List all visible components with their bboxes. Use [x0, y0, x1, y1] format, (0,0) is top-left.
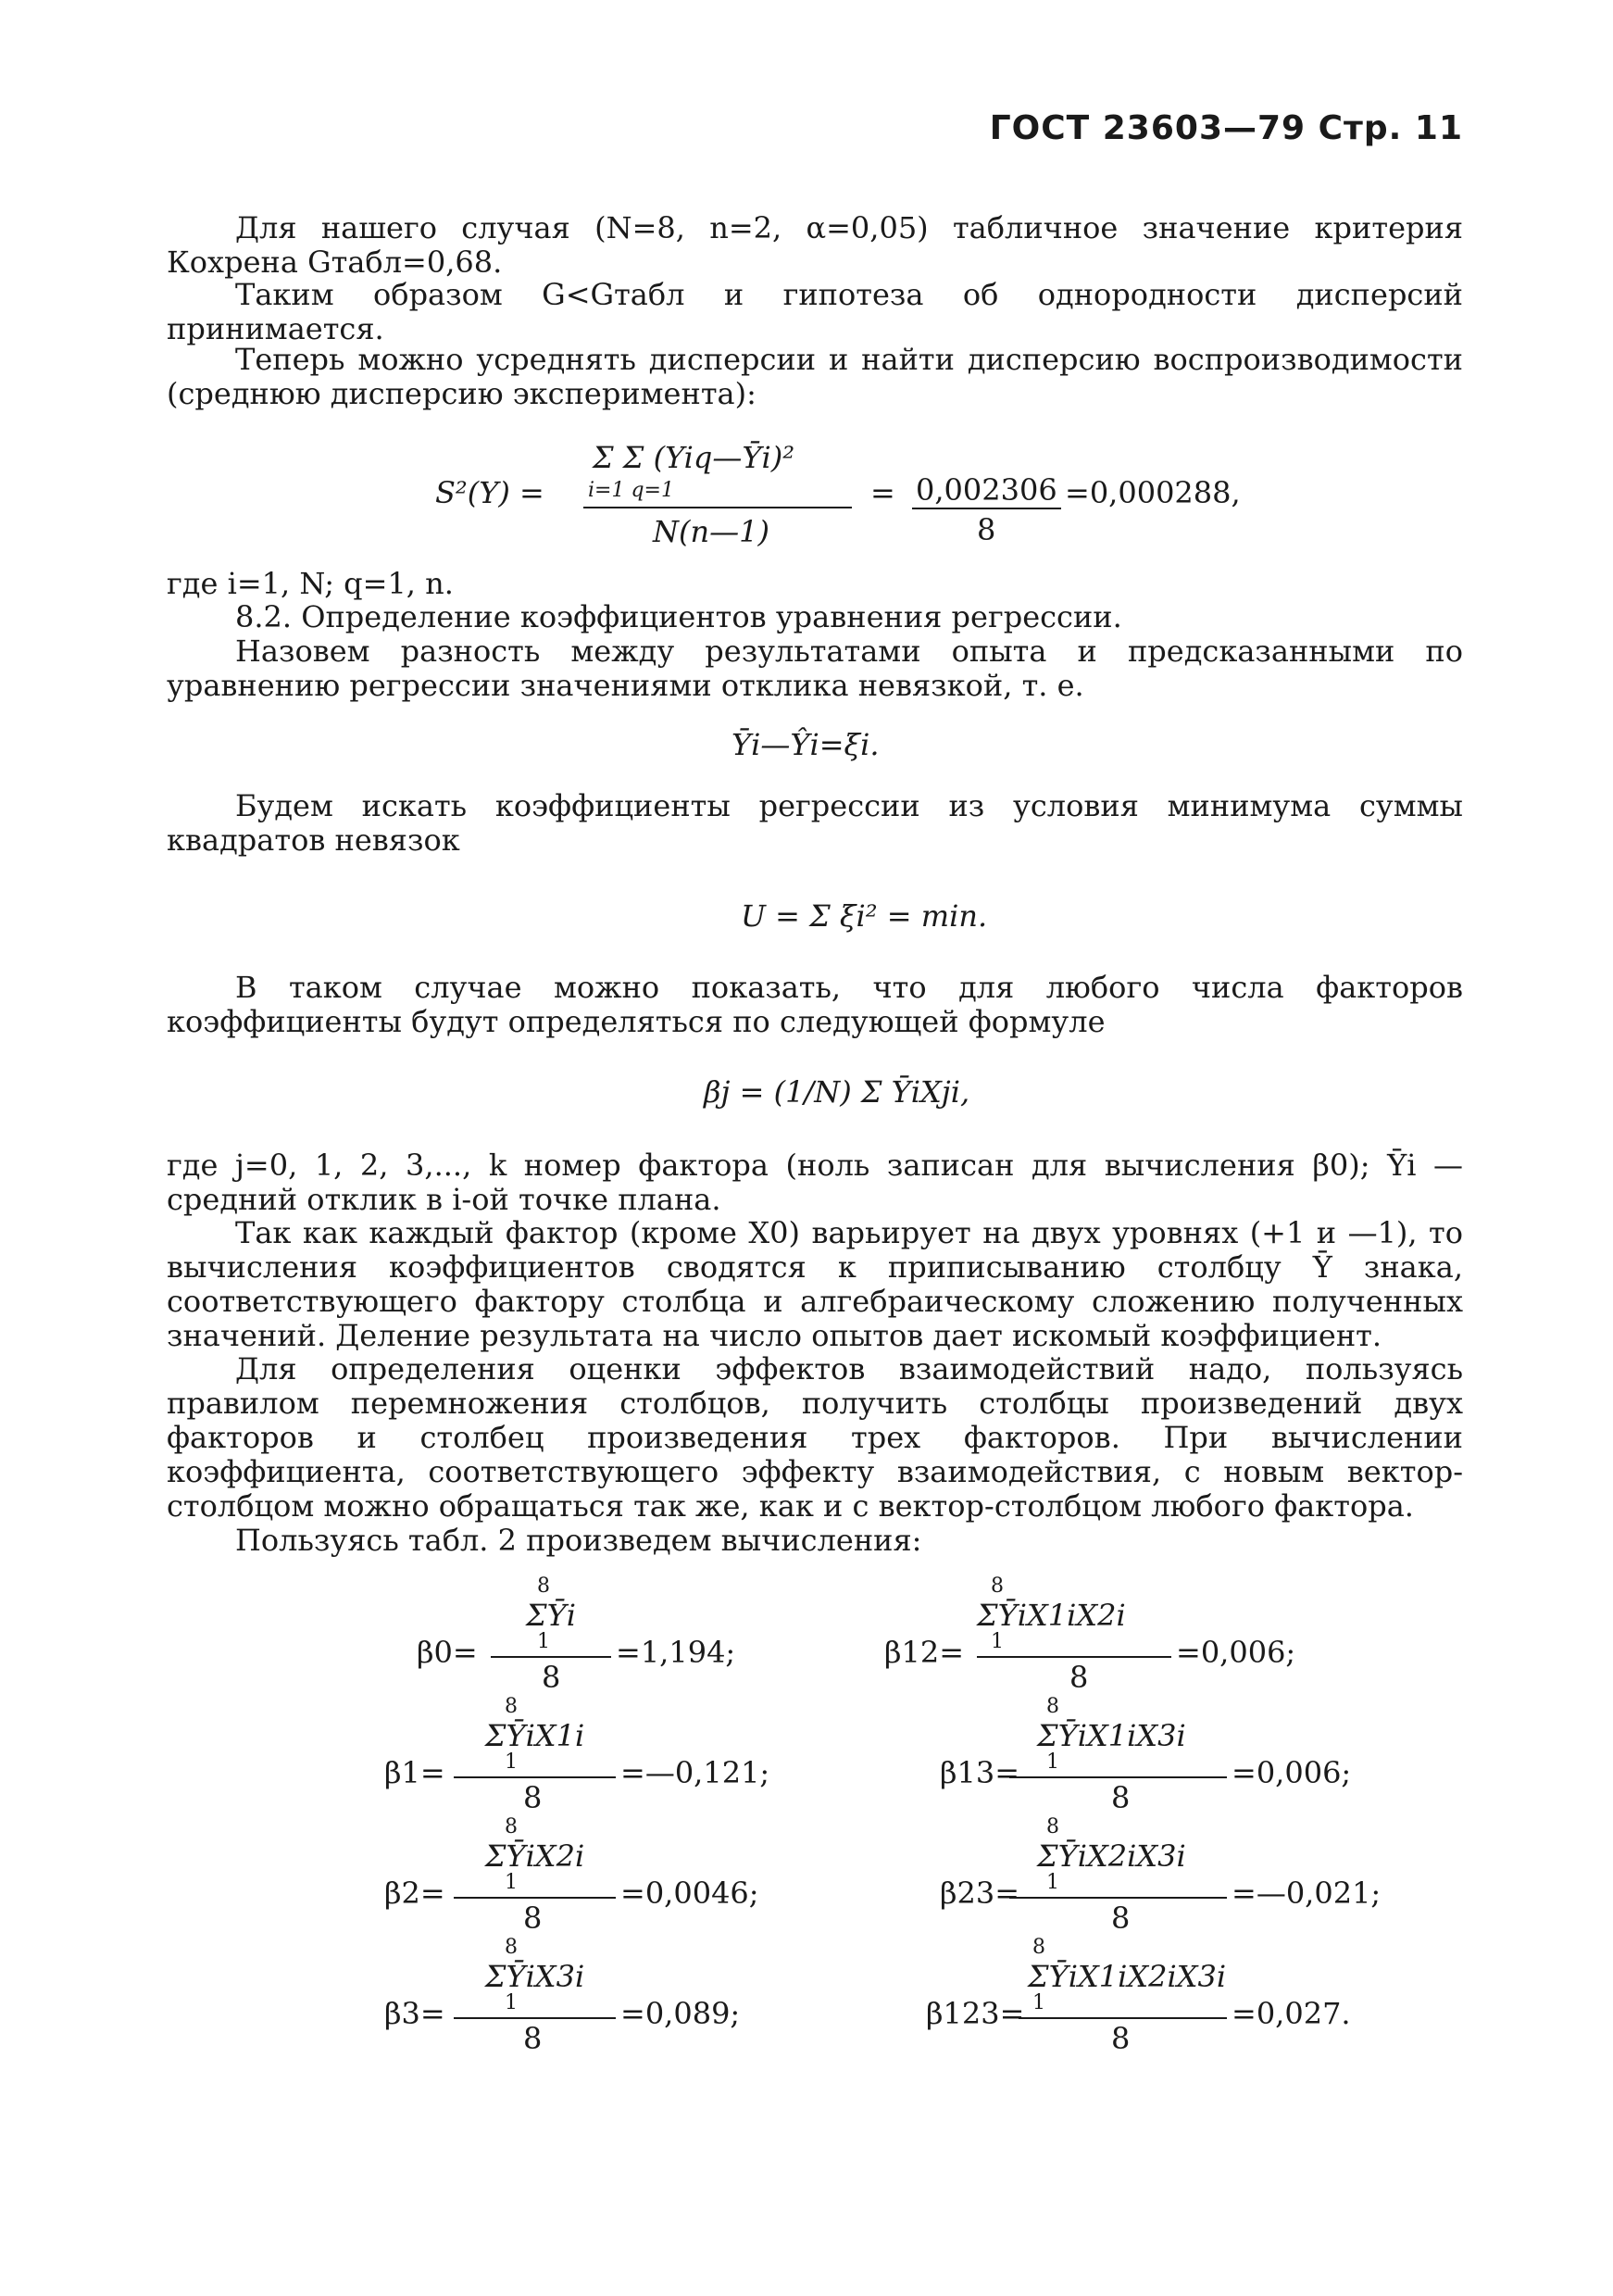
beta-denominator: 8 — [523, 2021, 543, 2056]
beta-numerator: ΣȲi — [526, 1598, 576, 1633]
where-indices: где i=1, N; q=1, n. — [167, 566, 454, 601]
sum-upper-limit: 8 — [991, 1575, 1004, 1598]
paragraph-sign-assignment: Так как каждый фактор (кроме X0) варьирует на двух уровнях (+1 и —1), то вычисления коэффициентов сводятся к приписыванию столбцу Ȳ знака, соответствующего фактору столбца и алгебраическому сложению полученных значений. Деление результата на число опытов дает искомый коэффициент. — [167, 1215, 1463, 1353]
beta-value: =—0,121; — [620, 1755, 770, 1790]
beta-numerator: ΣȲiX2i — [484, 1838, 585, 1874]
beta-23-formula — [940, 1815, 1458, 1936]
beta-denominator: 8 — [1069, 1660, 1089, 1695]
paragraph-dispersion: Теперь можно усреднять дисперсии и найти дисперсию воспроизводимости (среднюю дисперсию эксперимента): — [167, 342, 1463, 411]
formula-s-denominator: N(n—1) — [653, 514, 769, 549]
sum-lower-limit: 1 — [991, 1630, 1004, 1653]
beta-numerator: ΣȲiX1iX2iX3i — [1028, 1959, 1227, 1994]
beta-3-formula — [384, 1936, 810, 2056]
paragraph-minimization: Будем искать коэффициенты регрессии из условия минимума суммы квадратов невязок — [167, 788, 1463, 858]
beta-numerator: ΣȲiX1iX2i — [977, 1598, 1126, 1633]
beta-0-formula — [417, 1575, 843, 1695]
formula-beta-general: βj = (1/N) Σ ȲiXji, — [704, 1074, 970, 1110]
beta-value: =0,006; — [1232, 1755, 1352, 1790]
beta-denominator: 8 — [542, 1660, 561, 1695]
sum-upper-limit: 8 — [1032, 1936, 1045, 1959]
sum-upper-limit: 8 — [505, 1936, 518, 1959]
beta-label: β0= — [417, 1635, 478, 1670]
beta-value: =0,027. — [1232, 1996, 1351, 2031]
beta-denominator: 8 — [523, 1901, 543, 1936]
sum-lower-limit: 1 — [537, 1630, 550, 1653]
beta-label: β123= — [926, 1996, 1025, 2031]
sum-lower-limit: 1 — [505, 1991, 518, 2014]
beta-label: β13= — [940, 1755, 1020, 1790]
sum-lower-limit: 1 — [1046, 1871, 1059, 1894]
formula-s-limits: i=1 q=1 — [588, 479, 674, 502]
beta-123-formula — [926, 1936, 1444, 2056]
beta-1-formula — [384, 1695, 810, 1815]
beta-denominator: 8 — [1111, 1780, 1131, 1815]
sum-lower-limit: 1 — [1046, 1750, 1059, 1774]
formula-reproducibility-variance — [435, 421, 1454, 551]
sum-lower-limit: 1 — [1032, 1991, 1045, 2014]
paragraph-cochran: Для нашего случая (N=8, n=2, α=0,05) табличное значение критерия Кохрена Gтабл=0,68. — [167, 210, 1463, 280]
formula-s-numerator2: 0,002306 — [912, 472, 1061, 509]
beta-value: =—0,021; — [1232, 1876, 1382, 1911]
sum-upper-limit: 8 — [1046, 1695, 1059, 1718]
paragraph-coefficients: В таком случае можно показать, что для любого числа факторов коэффициенты будут определяться по следующей формуле — [167, 970, 1463, 1039]
beta-numerator: ΣȲiX1iX3i — [1037, 1718, 1186, 1753]
beta-value: =0,0046; — [620, 1876, 759, 1911]
sum-upper-limit: 8 — [505, 1695, 518, 1718]
beta-numerator: ΣȲiX1i — [484, 1718, 585, 1753]
page-header: ГОСТ 23603—79 Стр. 11 — [989, 109, 1463, 147]
beta-label: β1= — [384, 1755, 445, 1790]
beta-denominator: 8 — [1111, 2021, 1131, 2056]
beta-value: =1,194; — [616, 1635, 736, 1670]
formula-u-min: U = Σ ξi² = min. — [741, 898, 988, 934]
formula-residual: Ȳi—Ŷi=ξi. — [731, 727, 880, 762]
formula-s-lhs: S²(Y) = — [435, 475, 544, 510]
beta-label: β12= — [884, 1635, 965, 1670]
sum-lower-limit: 1 — [505, 1750, 518, 1774]
beta-value: =0,006; — [1176, 1635, 1296, 1670]
sum-upper-limit: 8 — [1046, 1815, 1059, 1838]
formula-s-result: =0,000288, — [1065, 475, 1241, 510]
paragraph-residual: Назовем разность между результатами опыта и предсказанными по уравнению регрессии значениями отклика невязкой, т. е. — [167, 634, 1463, 703]
beta-label: β3= — [384, 1996, 445, 2031]
beta-label: β23= — [940, 1876, 1020, 1911]
beta-2-formula — [384, 1815, 810, 1936]
beta-numerator: ΣȲiX2iX3i — [1037, 1838, 1186, 1874]
paragraph-interactions: Для определения оценки эффектов взаимодействий надо, пользуясь правилом перемножения столбцов, получить столбцы произведений двух факторов и столбец произведения трех факторов. При вычислении коэффициента, соответствующего эффекту взаимодействия, с новым вектор-столбцом можно обращаться так же, как и с вектор-столбцом любого фактора. — [167, 1351, 1463, 1524]
paragraph-calculation: Пользуясь табл. 2 произведем вычисления: — [235, 1523, 922, 1558]
beta-numerator: ΣȲiX3i — [484, 1959, 585, 1994]
sum-upper-limit: 8 — [537, 1575, 550, 1598]
sum-upper-limit: 8 — [505, 1815, 518, 1838]
beta-denominator: 8 — [1111, 1901, 1131, 1936]
sum-lower-limit: 1 — [505, 1871, 518, 1894]
beta-13-formula — [940, 1695, 1458, 1815]
beta-denominator: 8 — [523, 1780, 543, 1815]
formula-s-numerator: Σ Σ (Yiq—Ȳi)² — [593, 440, 795, 475]
section-heading: 8.2. Определение коэффициентов уравнения регрессии. — [235, 599, 1122, 634]
formula-s-equals: = — [870, 475, 895, 510]
paragraph-hypothesis: Таким образом G<Gтабл и гипотеза об однородности дисперсий принимается. — [167, 277, 1463, 346]
paragraph-factor-number: где j=0, 1, 2, 3,..., k номер фактора (ноль записан для вычисления β0); Ȳi — средний отклик в i-ой точке плана. — [167, 1148, 1463, 1217]
beta-value: =0,089; — [620, 1996, 741, 2031]
beta-12-formula — [884, 1575, 1403, 1695]
formula-s-denominator2: 8 — [977, 512, 996, 547]
beta-label: β2= — [384, 1876, 445, 1911]
